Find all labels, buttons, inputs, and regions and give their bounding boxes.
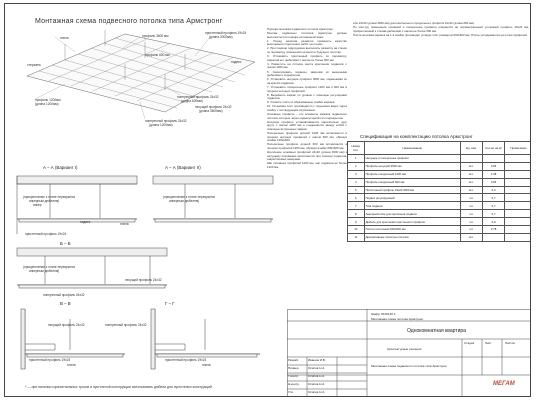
stamp-object: Однокомнатная квартира <box>407 328 466 334</box>
stamp-project: Монтажная схема потолка Армстронг <box>371 317 424 321</box>
spec-cell: Профиль поперечный 1200 мм <box>364 170 460 178</box>
spec-cell: 0,7 <box>483 194 505 202</box>
drawing-label: (длина 3600мм) <box>199 109 223 113</box>
spec-cell: м.п. <box>460 233 482 241</box>
spec-table <box>347 141 531 242</box>
spec-cell: шт. <box>460 218 482 226</box>
footnote: * — при наличии горизонтальных тросов и пустотелой конструкции использовать дюбели для пустотелых конструкций <box>25 385 212 389</box>
drawing-label: поперечный профиль 24х32 <box>145 119 187 123</box>
spec-cell: шт. <box>460 202 482 210</box>
spec-title: Спецификация на комплектацию потолка Армстронг <box>360 134 473 139</box>
text-paragraph: Монтаж подвесных потолков Армстронг должен выполняться в порядке изложенном ниже. <box>267 31 347 39</box>
mounting-notes <box>353 22 529 72</box>
section-title-gg: Г – Г <box>165 301 175 306</box>
stamp-stage: Стадия <box>464 341 475 345</box>
spec-cell: м.п. <box>460 170 482 178</box>
spec-cell: Плита потолочная 600х600 мм <box>364 226 460 234</box>
text-paragraph: По контуру помещения основной и поперечные профили опираются на периметральный уголковый профиль 19х24 мм, прикрепленный к стенам дюбелями с шагом не более 500 мм. <box>353 25 529 33</box>
drawing-label: профиль 1200мм <box>35 98 61 102</box>
drawing-label: плита <box>120 222 129 226</box>
table-row <box>348 194 532 202</box>
table-row <box>348 210 532 218</box>
drawing-label: несущий профиль 24х32 <box>195 105 232 109</box>
text-paragraph: 6. Установить несущие профили 3600 мм, подвешивая их на крючки подвесов. <box>267 77 347 85</box>
drawing-label: пристенный профиль 19х24 <box>29 358 71 362</box>
section-title-vv: В – В <box>60 301 71 306</box>
drawing-label: анкер <box>33 203 42 207</box>
drawing-label: подвес <box>231 60 242 64</box>
text-paragraph: 3. Установить пристенный профиль по периметру, закрепив его дюбелями с шагом не более 500 мм. <box>267 54 347 62</box>
drawing-label: поперечный профиль 24х32 <box>177 95 219 99</box>
text-paragraph: 8. Выровнять каркас по уровню с помощью регулировки подвесов. <box>267 92 347 101</box>
spec-cell: 7 <box>348 202 365 210</box>
spec-cell: м.п. <box>460 178 482 186</box>
drawing-label: пристенный профиль 19х24 <box>165 358 207 362</box>
spec-cell: 0,8 <box>483 218 505 226</box>
text-paragraph: 4. Разметить на потолке места крепления подвесов с шагом 1200 мм. <box>267 61 347 70</box>
spec-cell: м.п. <box>460 162 482 170</box>
spec-cell: м.п. <box>460 186 482 194</box>
stamp-role: Разраб. <box>288 358 299 362</box>
drawing-label: несущий профиль 24х32 <box>48 323 85 327</box>
drawing-label: несущий профиль 24х32 <box>125 278 162 282</box>
spec-header: Примечание <box>505 142 531 155</box>
stamp-code: Шифр: 8100140.2 <box>371 312 396 316</box>
section-title-aa: А – А (Вариант I) <box>43 165 78 170</box>
mounting-instructions <box>267 28 347 348</box>
drawing-label: (прикрепление к плите перекрытия <box>23 265 76 269</box>
spec-cell: 11 <box>348 233 365 241</box>
drawing-sheet <box>4 3 531 397</box>
stamp-role: Провер. <box>288 366 300 370</box>
spec-cell <box>505 178 531 186</box>
stamp-role: Утв. <box>288 390 294 394</box>
spec-cell: 4 <box>348 178 365 186</box>
stamp-org: Архитектурные решения <box>387 347 422 351</box>
table-row <box>348 162 532 170</box>
spec-cell: 5 <box>348 186 365 194</box>
spec-cell: 0,7 <box>483 210 505 218</box>
drawing-label: подвес <box>80 220 91 224</box>
text-paragraph: 5. Смонтировать подвесы, закрепив их анкерными дюбелями к перекрытию. <box>267 69 347 78</box>
drawing-label: плита <box>67 363 76 367</box>
spec-cell <box>505 155 531 163</box>
spec-cell <box>505 218 531 226</box>
stamp-sheets: Листов <box>505 341 515 345</box>
sheet-title: Монтажная схема подвесного потолка типа Армстронг <box>35 18 223 25</box>
drawing-label: (длина 1200мм) <box>35 102 59 106</box>
spec-cell: 2 <box>348 162 365 170</box>
spec-cell: Тяга подвеса <box>364 202 460 210</box>
spec-cell <box>505 210 531 218</box>
section-title-aa2: А – А (Вариант II) <box>165 165 201 170</box>
text-paragraph: Крепление основных профилей 24х32 (длина 3600 мм) к несущему основанию выполняется при помощи подвесов, закрепляемых анкерами. <box>267 150 347 162</box>
stamp-name: Ивашов И.В. <box>308 358 326 362</box>
table-row <box>348 226 532 234</box>
text-paragraph: 10. Установка плит производится с подъемом вверх через ячейку с последующим опусканием. <box>267 104 347 112</box>
text-paragraph: 7. Установить поперечные профили 1200 мм и 600 мм в прорези несущих профилей. <box>267 84 347 93</box>
drawing-label: (длина 1200мм) <box>149 123 173 127</box>
spec-cell: Пристенный профиль 19х24 3000 мм <box>364 186 460 194</box>
spec-cell <box>483 155 505 163</box>
spec-header: Наименование <box>364 142 460 155</box>
spec-cell <box>505 233 531 241</box>
spec-cell: 10 <box>348 226 365 234</box>
table-row <box>348 233 532 241</box>
spec-cell <box>505 162 531 170</box>
stamp-name: Осипов Н.А. <box>308 366 326 370</box>
text-paragraph: Несущие профили устанавливаются параллельно друг другу с шагом 1200 мм и соединяются между собой с помощью встроенных замков. <box>267 119 347 131</box>
stamp-drawing: Монтажная схема подвесного потолка типа Армстронг <box>371 364 448 368</box>
spec-cell: Дюбель для крепления пристенного профиля <box>364 218 460 226</box>
drawing-label: поперечный профиль 24х32 <box>105 323 147 327</box>
table-row <box>348 170 532 178</box>
stamp-name: Осипов Н.А. <box>308 382 326 386</box>
spec-cell: 0,7 <box>483 202 505 210</box>
spec-cell: шт. <box>460 226 482 234</box>
table-row <box>348 178 532 186</box>
table-row <box>348 186 532 194</box>
spec-cell <box>460 155 482 163</box>
spec-cell: Анкерный клин для крепления подвеса <box>364 210 460 218</box>
spec-cell: шт. <box>460 210 482 218</box>
text-paragraph: Поперечные профили длиной 600 мм вставляются в прорези профилей 1200 мм, образуя ячейки 600х600 мм. <box>267 142 347 150</box>
spec-cell: Несущие и поперечные профили <box>364 155 460 163</box>
spec-header: Номер поз. <box>348 142 365 155</box>
spec-header: Кол-во на м² <box>483 142 505 155</box>
drawing-label: анкерным дюбелем) <box>29 269 60 273</box>
drawing-label: профиль 600 мм <box>145 53 170 57</box>
drawing-label: поперечный профиль 24х32 <box>43 293 85 297</box>
drawing-label: (длина 600мм) <box>181 99 203 103</box>
text-paragraph: Шаг основных профилей 1200 мм, шаг подвесов не более 1200 мм. <box>267 161 347 169</box>
drawing-label: профиль 3600 мм <box>142 34 169 38</box>
text-paragraph: 9. Уложить плиты в образованные ячейки каркаса. <box>267 100 336 105</box>
section-title-bb: Б – Б <box>60 241 71 246</box>
drawing-label: пристенный профиль 19х24 <box>205 31 247 35</box>
stamp-role: Т.контр. <box>288 374 299 378</box>
text-paragraph: Порядок монтажа подвесного потолка Армстронг <box>267 28 334 31</box>
spec-cell <box>505 194 531 202</box>
spec-cell: 8 <box>348 210 365 218</box>
spec-cell: 1,68 <box>483 170 505 178</box>
spec-cell <box>483 233 505 241</box>
spec-cell: Профиль несущий 3600 мм <box>364 162 460 170</box>
drawing-label: анкерным дюбелем) <box>169 199 200 203</box>
drawing-label: стержень <box>27 63 41 67</box>
spec-cell: Декоративные плинтусы потолка <box>364 233 460 241</box>
stamp-name: Осипов Н.А. <box>308 374 326 378</box>
company-logo: МЕГАМ <box>493 381 515 387</box>
spec-cell: 3 <box>348 170 365 178</box>
table-row <box>348 155 532 163</box>
text-paragraph: Основные профили – это элементы каркаса подвесного потолка, которые через подвесы крепятся к перекрытию. <box>267 112 347 120</box>
spec-cell <box>505 170 531 178</box>
spec-cell: шт. <box>460 194 482 202</box>
drawing-label: пристенный профиль 19х24 <box>25 232 67 236</box>
drawing-label: плита <box>60 36 69 40</box>
stamp-role: Н.контр. <box>288 382 300 386</box>
spec-cell: 1 <box>348 155 365 163</box>
table-row <box>348 202 532 210</box>
text-paragraph: или 24х32 (длина 3600 мм) дополнительного продольного профиля 24х32 (длина 600 мм). <box>353 22 475 25</box>
spec-cell <box>505 202 531 210</box>
drawing-label: (прикрепление к плите перекрытия <box>163 195 216 199</box>
spec-cell: 2,78 <box>483 226 505 234</box>
text-paragraph: 1. Перед началом разметки проверить качество выполнения отделочных работ на стенах. <box>267 38 347 47</box>
spec-cell: 0,84 <box>483 178 505 186</box>
table-row <box>348 218 532 226</box>
stamp-sheet-no: Лист <box>485 341 492 345</box>
drawing-label: (прикрепление к плите перекрытия <box>23 195 76 199</box>
text-paragraph: После монтажа каркаса на 1-2 ячейки производят укладку плит размером 600х600 мм. Плиты укладываются на полки профилей. <box>353 32 528 37</box>
spec-cell: 9 <box>348 218 365 226</box>
spec-header: Ед. изм. <box>460 142 482 155</box>
spec-cell: Профиль поперечный 600 мм <box>364 178 460 186</box>
drawing-label: (длина 3000мм) <box>209 35 233 39</box>
text-paragraph: 2. При помощи гидроуровня выполнить разметку на стенах по периметру помещения на высоте будущего потолка. <box>267 46 347 55</box>
spec-cell: 0,4 <box>483 186 505 194</box>
stamp-name: Осипов Н.А. <box>308 390 326 394</box>
drawing-label: плита <box>202 363 211 367</box>
text-paragraph: Поперечные профили длиной 1200 мм вставляются в прорези несущих профилей с шагом 600 мм, образуя ячейки 1200х600. <box>267 131 347 143</box>
spec-cell <box>505 226 531 234</box>
spec-cell <box>505 186 531 194</box>
spec-cell: Подвес регулируемый <box>364 194 460 202</box>
spec-cell: 0,84 <box>483 162 505 170</box>
spec-cell: 6 <box>348 194 365 202</box>
drawing-label: анкерным дюбелем) <box>29 199 60 203</box>
